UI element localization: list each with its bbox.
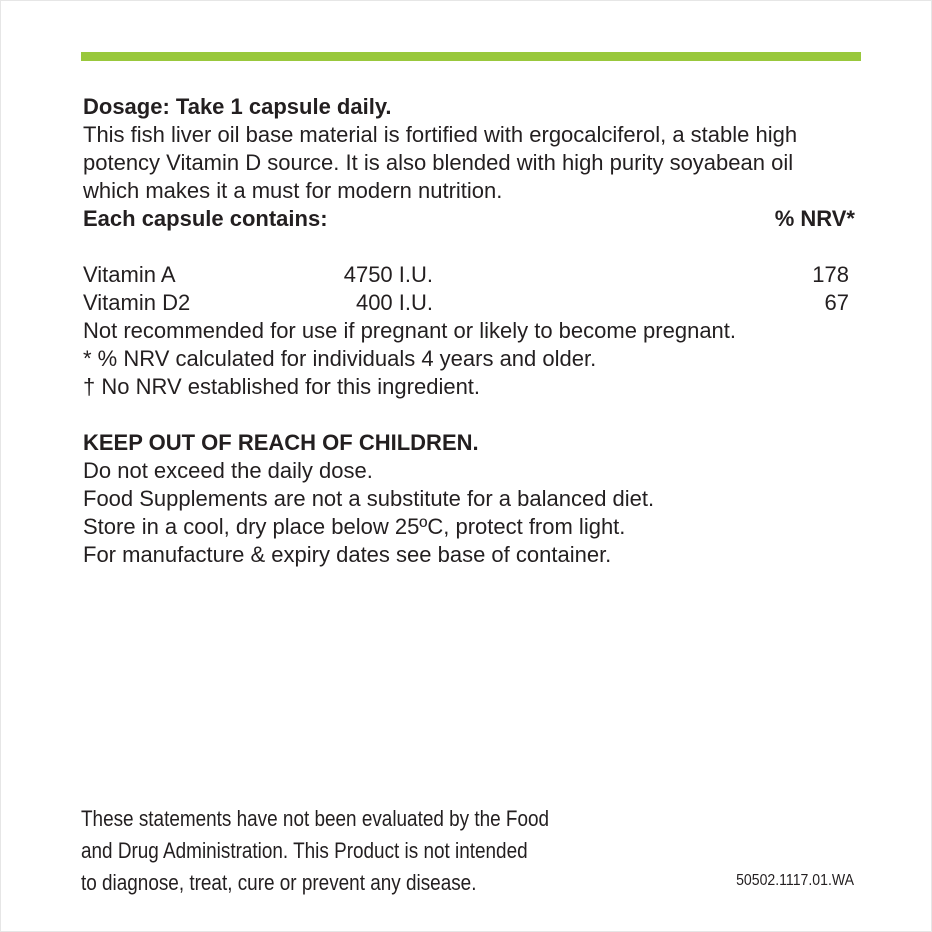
nutrient-nrv: 178 [812,262,849,287]
nutrient-row [83,289,855,317]
nutrient-name: Vitamin A [83,262,176,287]
spacer [83,233,855,261]
nutrient-name: Vitamin D2 [83,290,191,315]
disclaimer-line: These statements have not been evaluated by the Food [81,806,550,831]
disclaimer-line: to diagnose, treat, cure or prevent any disease. [81,870,477,895]
description-line: which makes it a must for modern nutrition. [83,178,503,203]
nutrition-header [83,205,855,233]
product-code: 50502.1117.01.WA [736,872,854,889]
nutrient-amount: 4750 I.U. [343,262,433,287]
warning-line: Store in a cool, dry place below 25ºC, protect from light. [83,514,626,539]
nutrient-amount: 400 I.U. [355,290,433,315]
nutrition-header-label: Each capsule contains: [83,206,328,231]
spacer [83,401,855,429]
warning-line: For manufacture & expiry dates see base of container. [83,542,612,567]
description-line: potency Vitamin D source. It is also blended with high purity soyabean oil [83,150,794,175]
description-line: This fish liver oil base material is fortified with ergocalciferol, a stable high [83,122,798,147]
nutrition-header-nrv: % NRV* [774,206,855,231]
dosage-heading: Dosage: Take 1 capsule daily. [83,94,392,119]
accent-bar [81,52,861,61]
nutrient-nrv: 67 [824,290,849,315]
disclaimer-line: and Drug Administration. This Product is not intended [81,838,528,863]
warning-heading: KEEP OUT OF REACH OF CHILDREN. [83,430,479,455]
note-line: Not recommended for use if pregnant or likely to become pregnant. [83,318,737,343]
label-text-panel [83,93,855,569]
nutrient-row [83,261,855,289]
warning-line: Do not exceed the daily dose. [83,458,373,483]
note-line: † No NRV established for this ingredient. [83,374,481,399]
warning-line: Food Supplements are not a substitute for a balanced diet. [83,486,655,511]
fda-disclaimer [81,803,549,899]
note-line: * % NRV calculated for individuals 4 years and older. [83,346,597,371]
